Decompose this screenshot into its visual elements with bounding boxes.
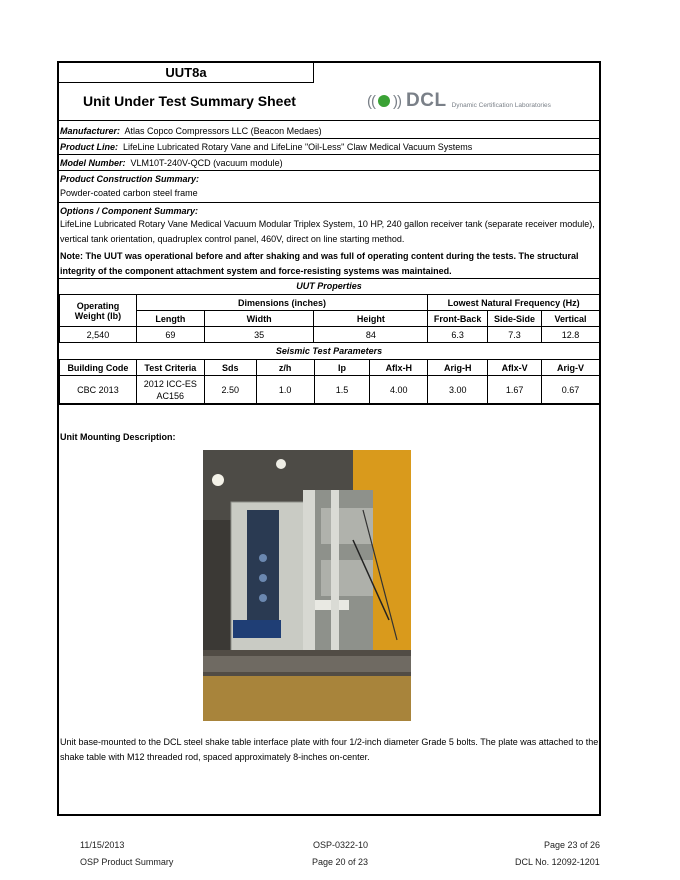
- uut-properties-caption: UUT Properties: [296, 281, 362, 291]
- seismic-table: [59, 359, 600, 404]
- divider: [59, 170, 599, 171]
- column-header: Ip: [314, 360, 370, 376]
- table-row: [60, 376, 600, 404]
- frequency-header: Lowest Natural Frequency (Hz): [428, 295, 600, 311]
- column-header: Arig-H: [428, 360, 488, 376]
- product-line-value: LifeLine Lubricated Rotary Vane and LifeLine "Oil-Less" Claw Medical Vacuum Systems: [123, 142, 473, 152]
- uut-properties-table: [59, 294, 600, 343]
- table-cell: 2012 ICC-ES AC156: [136, 376, 204, 404]
- column-header: Aflx-V: [488, 360, 542, 376]
- model-number-row: [60, 157, 283, 169]
- dimensions-header: Dimensions (inches): [136, 295, 427, 311]
- mounting-label: Unit Mounting Description:: [60, 432, 176, 442]
- construction-label-text: Product Construction Summary:: [60, 174, 200, 184]
- unit-photo-image: [203, 450, 411, 721]
- divider: [59, 120, 599, 121]
- manufacturer-value: Atlas Copco Compressors LLC (Beacon Medaes): [124, 126, 322, 136]
- logo-name: DCL: [406, 90, 447, 111]
- table-cell: 0.67: [542, 376, 600, 404]
- table-cell: 1.67: [488, 376, 542, 404]
- column-header: Side-Side: [488, 311, 542, 327]
- table-cell: 35: [204, 327, 314, 343]
- table-cell: 69: [136, 327, 204, 343]
- model-number-value: VLM10T-240V-QCD (vacuum module): [130, 158, 283, 168]
- table-cell: 1.0: [256, 376, 314, 404]
- column-header: Front-Back: [428, 311, 488, 327]
- table-cell: 2.50: [204, 376, 256, 404]
- options-value: LifeLine Lubricated Rotary Vane Medical Vacuum Modular Triplex System, 10 HP, 240 gallon receiver tank (separate receiver module), vertical tank orientation, quadruplex control panel, 460V, direct on line starting method.: [60, 219, 595, 244]
- table-cell: 1.5: [314, 376, 370, 404]
- operating-weight-header: Operating Weight (lb): [60, 295, 137, 327]
- divider: [59, 202, 599, 203]
- dcl-logo: [367, 87, 592, 115]
- divider: [59, 154, 599, 155]
- column-header: Width: [204, 311, 314, 327]
- table-cell: CBC 2013: [60, 376, 137, 404]
- column-header: Test Criteria: [136, 360, 204, 376]
- construction-label: [60, 173, 199, 185]
- table-cell: 3.00: [428, 376, 488, 404]
- footer-summary: OSP Product Summary: [80, 857, 174, 867]
- table-cell: 7.3: [488, 327, 542, 343]
- uut-id: UUT8a: [59, 63, 314, 83]
- column-header: Height: [314, 311, 428, 327]
- signal-waves-left-icon: ((: [367, 92, 375, 110]
- product-line-label: Product Line:: [60, 142, 118, 152]
- construction-value: Powder-coated carbon steel frame: [60, 188, 198, 198]
- table-cell: 6.3: [428, 327, 488, 343]
- column-header: Aflx-H: [370, 360, 428, 376]
- green-dot-icon: [378, 95, 390, 107]
- manufacturer-row: [60, 125, 322, 137]
- divider: [59, 403, 599, 405]
- table-cell: 12.8: [542, 327, 600, 343]
- footer-page-b: Page 20 of 23: [312, 857, 369, 867]
- divider: [59, 138, 599, 139]
- divider: [59, 278, 599, 279]
- model-number-label: Model Number:: [60, 158, 126, 168]
- footer-page-a: Page 23 of 26: [544, 840, 601, 850]
- column-header: Sds: [204, 360, 256, 376]
- signal-waves-right-icon: )): [393, 92, 401, 110]
- footer-dcl-no: DCL No. 12092-1201: [515, 857, 600, 867]
- note: Note: The UUT was operational before and after shaking and was full of operating content during the tests. The structural integrity of the component attachment system and force-resisting systems was maintained.: [60, 251, 579, 276]
- footer-doc-id: OSP-0322-10: [313, 840, 369, 850]
- column-header: z/h: [256, 360, 314, 376]
- table-cell: 4.00: [370, 376, 428, 404]
- table-cell: 2,540: [60, 327, 137, 343]
- table-row: [60, 327, 600, 343]
- options-label: [60, 205, 198, 217]
- seismic-caption: Seismic Test Parameters: [275, 346, 383, 356]
- logo-subtitle: Dynamic Certification Laboratories: [451, 101, 551, 109]
- footer-date: 11/15/2013: [80, 840, 125, 850]
- product-line-row: [60, 141, 472, 153]
- options-label-text: Options / Component Summary:: [60, 206, 199, 216]
- sheet-title: Unit Under Test Summary Sheet: [83, 93, 296, 109]
- column-header: Arig-V: [542, 360, 600, 376]
- table-cell: 84: [314, 327, 428, 343]
- summary-sheet: [57, 61, 601, 816]
- unit-photo: [203, 450, 411, 721]
- column-header: Vertical: [542, 311, 600, 327]
- column-header: Building Code: [60, 360, 137, 376]
- mounting-description: Unit base-mounted to the DCL steel shake table interface plate with four 1/2-inch diameter Grade 5 bolts. The plate was attached to the shake table with M12 threaded rod, spaced approximately 8-inches on-center.: [60, 737, 599, 762]
- column-header: Length: [136, 311, 204, 327]
- manufacturer-label: Manufacturer:: [60, 126, 121, 136]
